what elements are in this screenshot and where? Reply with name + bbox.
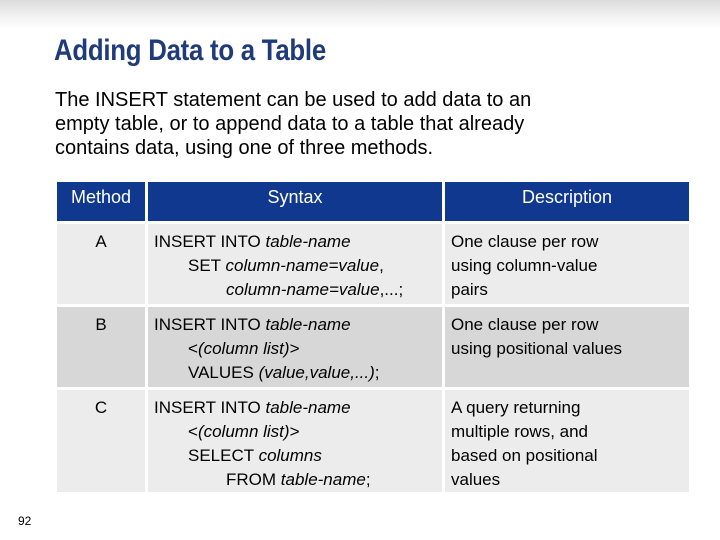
syntax-line: column-name=value,...; xyxy=(226,280,404,299)
page-number: 92 xyxy=(18,514,32,528)
description-cell xyxy=(445,307,689,387)
table-row xyxy=(57,390,689,492)
syntax-cell xyxy=(148,307,442,387)
method-cell: A xyxy=(57,224,145,304)
table-header-row xyxy=(57,182,689,221)
method-cell: B xyxy=(57,307,145,387)
description-line: A query returning xyxy=(451,398,581,417)
syntax-line: INSERT INTO table-name xyxy=(154,232,351,251)
description-cell xyxy=(445,224,689,304)
method-cell: C xyxy=(57,390,145,492)
syntax-line: SET column-name=value, xyxy=(188,256,384,275)
syntax-line: SELECT columns xyxy=(188,446,322,465)
description-line: One clause per row xyxy=(451,232,599,251)
syntax-line: <(column list)> xyxy=(188,339,300,358)
methods-table xyxy=(54,179,692,495)
syntax-line: VALUES (value,value,...); xyxy=(188,363,380,382)
syntax-cell xyxy=(148,224,442,304)
description-line: multiple rows, and xyxy=(451,422,589,441)
header-description: Description xyxy=(445,182,689,221)
table-row xyxy=(57,224,689,304)
description-line: using positional values xyxy=(451,339,623,358)
syntax-line: FROM table-name; xyxy=(226,470,371,489)
header-syntax: Syntax xyxy=(148,182,442,221)
description-cell xyxy=(445,390,689,492)
slide-title: Adding Data to a Table xyxy=(54,34,326,67)
syntax-line: <(column list)> xyxy=(188,422,300,441)
table-row xyxy=(57,307,689,387)
top-gradient-bar xyxy=(0,0,720,30)
description-line: One clause per row xyxy=(451,315,599,334)
header-method: Method xyxy=(57,182,145,221)
description-line: using column-value xyxy=(451,256,598,275)
syntax-cell xyxy=(148,390,442,492)
description-line: based on positional xyxy=(451,446,598,465)
syntax-line: INSERT INTO table-name xyxy=(154,315,351,334)
description-line: values xyxy=(451,470,501,489)
syntax-line: INSERT INTO table-name xyxy=(154,398,351,417)
intro-paragraph: The INSERT statement can be used to add data to an empty table, or to append data to a table that already contains data, using one of three methods. xyxy=(55,89,532,159)
description-line: pairs xyxy=(451,280,488,299)
